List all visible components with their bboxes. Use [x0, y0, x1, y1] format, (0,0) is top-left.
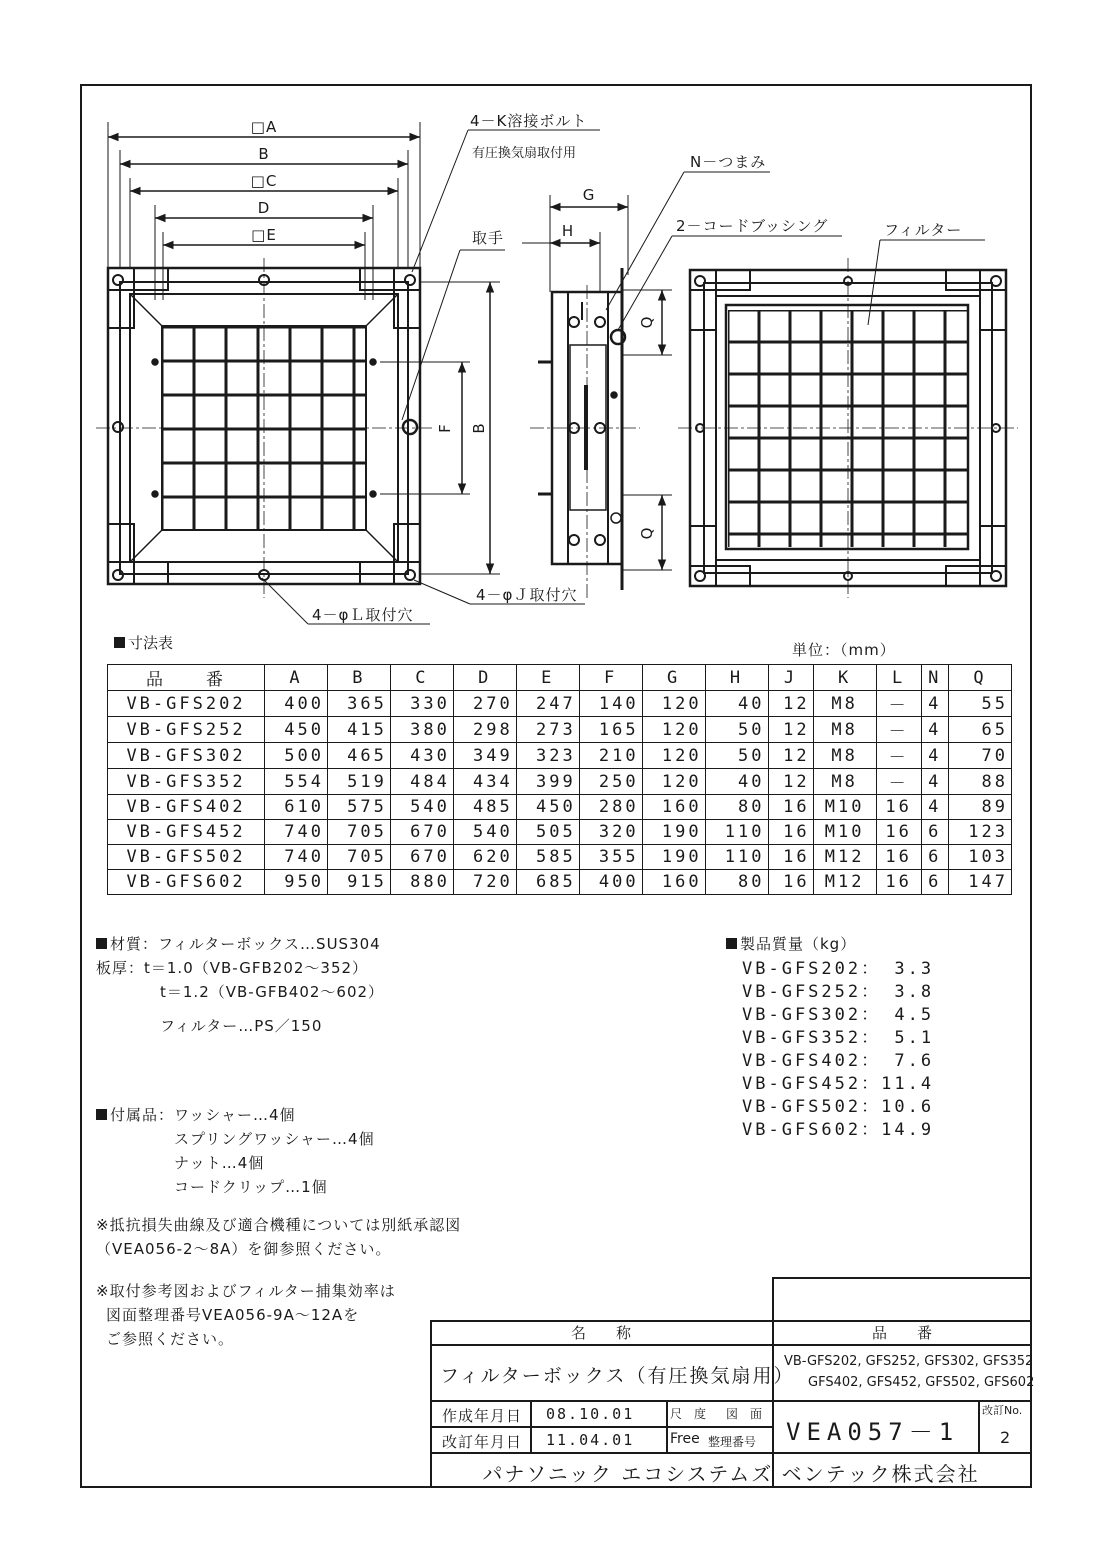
- weight-item: VB-GFS202： 3.3: [742, 959, 935, 979]
- value-cell: 250: [579, 769, 642, 795]
- value-cell: 12: [768, 691, 813, 717]
- column-header: F: [579, 665, 642, 691]
- filter-label: フィルター: [884, 221, 963, 239]
- value-cell: －: [876, 743, 921, 769]
- value-cell: 6: [921, 820, 948, 845]
- hole-j-label: 4－φＪ取付穴: [476, 586, 578, 604]
- value-cell: 16: [768, 845, 813, 870]
- value-cell: M12: [813, 870, 876, 895]
- value-cell: 4: [921, 717, 948, 743]
- value-cell: 16: [876, 870, 921, 895]
- value-cell: 4: [921, 743, 948, 769]
- reference-note-2b: 図面整理番号VEA056-9A～12Aを: [106, 1306, 360, 1324]
- value-cell: 210: [579, 743, 642, 769]
- section-marker-icon: [96, 1109, 107, 1120]
- dim-f-label: F: [436, 423, 454, 433]
- dim-q-top-label: Q: [638, 315, 656, 329]
- value-cell: 500: [265, 743, 328, 769]
- column-header: 品 番: [108, 665, 265, 691]
- model-cell: VB-GFS602: [108, 870, 265, 895]
- value-cell: 585: [516, 845, 579, 870]
- section-marker-icon: [114, 637, 125, 648]
- value-cell: 190: [642, 845, 705, 870]
- value-cell: 400: [579, 870, 642, 895]
- value-cell: 12: [768, 769, 813, 795]
- weight-item: VB-GFS302： 4.5: [742, 1005, 935, 1025]
- column-header: Q: [948, 665, 1011, 691]
- bushing-label: 2－コードブッシング: [676, 217, 829, 235]
- value-cell: 450: [516, 795, 579, 820]
- technical-drawing: [0, 0, 1100, 660]
- value-cell: 575: [327, 795, 390, 820]
- value-cell: 270: [453, 691, 516, 717]
- value-cell: 273: [516, 717, 579, 743]
- value-cell: 434: [453, 769, 516, 795]
- model-cell: VB-GFS252: [108, 717, 265, 743]
- table-row: [108, 845, 1012, 870]
- value-cell: 160: [642, 795, 705, 820]
- value-cell: 670: [390, 820, 453, 845]
- scale-value: Free: [670, 1431, 700, 1447]
- value-cell: 190: [642, 820, 705, 845]
- dimension-table: [107, 664, 1012, 895]
- column-header: C: [390, 665, 453, 691]
- column-header: L: [876, 665, 921, 691]
- scale-label: 尺 度: [670, 1407, 707, 1421]
- table-row: [108, 743, 1012, 769]
- bolt-sub-label: 有圧換気扇取付用: [472, 146, 577, 161]
- value-cell: 50: [705, 717, 768, 743]
- value-cell: M10: [813, 820, 876, 845]
- column-header: D: [453, 665, 516, 691]
- table-row: [108, 717, 1012, 743]
- bolt-label: 4－K溶接ボルト: [470, 112, 588, 130]
- table-row: [108, 820, 1012, 845]
- value-cell: 705: [327, 820, 390, 845]
- value-cell: 103: [948, 845, 1011, 870]
- value-cell: 720: [453, 870, 516, 895]
- value-cell: 88: [948, 769, 1011, 795]
- value-cell: 450: [265, 717, 328, 743]
- value-cell: 519: [327, 769, 390, 795]
- value-cell: 16: [876, 845, 921, 870]
- column-header: H: [705, 665, 768, 691]
- value-cell: 670: [390, 845, 453, 870]
- material-note: 材質：フィルターボックス…SUS304: [96, 932, 381, 956]
- dimension-table-title: 寸法表: [114, 632, 173, 653]
- value-cell: 950: [265, 870, 328, 895]
- weight-item: VB-GFS452：11.4: [742, 1074, 935, 1094]
- section-marker-icon: [96, 938, 107, 949]
- value-cell: 50: [705, 743, 768, 769]
- value-cell: 540: [390, 795, 453, 820]
- value-cell: 70: [948, 743, 1011, 769]
- value-cell: M8: [813, 769, 876, 795]
- material-thickness-1: 板厚：t＝1.0（VB-GFB202～352）: [96, 959, 369, 977]
- dim-a-label: □A: [250, 118, 278, 136]
- reference-note-1b: （VEA056-2～8A）を御参照ください。: [96, 1240, 392, 1258]
- part-numbers-line1: VB-GFS202, GFS252, GFS302, GFS352: [784, 1354, 1034, 1369]
- created-label: 作成年月日: [442, 1407, 523, 1425]
- table-row: [108, 769, 1012, 795]
- revised-date: 11.04.01: [546, 1431, 635, 1449]
- value-cell: 123: [948, 820, 1011, 845]
- value-cell: 430: [390, 743, 453, 769]
- value-cell: 298: [453, 717, 516, 743]
- accessories-note: 付属品：ワッシャー…4個: [96, 1103, 296, 1127]
- value-cell: 685: [516, 870, 579, 895]
- value-cell: 554: [265, 769, 328, 795]
- model-cell: VB-GFS302: [108, 743, 265, 769]
- revised-label: 改訂年月日: [442, 1433, 523, 1451]
- value-cell: 330: [390, 691, 453, 717]
- value-cell: 12: [768, 717, 813, 743]
- value-cell: 55: [948, 691, 1011, 717]
- accessory-spring-washer: スプリングワッシャー…4個: [174, 1130, 375, 1148]
- value-cell: 120: [642, 717, 705, 743]
- value-cell: 165: [579, 717, 642, 743]
- value-cell: 280: [579, 795, 642, 820]
- value-cell: 110: [705, 845, 768, 870]
- value-cell: 705: [327, 845, 390, 870]
- reference-note-2c: ご参照ください。: [106, 1330, 235, 1348]
- company-name: パナソニック エコシステムズ ベンテック株式会社: [482, 1462, 980, 1486]
- value-cell: 80: [705, 870, 768, 895]
- value-cell: 65: [948, 717, 1011, 743]
- drawing-number: VEA057－1: [786, 1418, 960, 1446]
- part-numbers-line2: GFS402, GFS452, GFS502, GFS602: [808, 1375, 1035, 1390]
- reference-note-2: ※取付参考図およびフィルター捕集効率は: [96, 1282, 396, 1300]
- weight-item: VB-GFS502：10.6: [742, 1097, 935, 1117]
- dim-q-bottom-label: Q: [638, 526, 656, 540]
- value-cell: －: [876, 691, 921, 717]
- handle-label: 取手: [472, 229, 505, 247]
- value-cell: M10: [813, 795, 876, 820]
- weights-list: [742, 958, 934, 1142]
- column-header: J: [768, 665, 813, 691]
- value-cell: 16: [876, 820, 921, 845]
- value-cell: 4: [921, 691, 948, 717]
- material-filter: フィルター…PS／150: [160, 1017, 323, 1035]
- model-cell: VB-GFS402: [108, 795, 265, 820]
- value-cell: 6: [921, 845, 948, 870]
- dim-h-label: H: [561, 222, 575, 240]
- section-marker-icon: [726, 938, 737, 949]
- table-row: [108, 870, 1012, 895]
- model-cell: VB-GFS502: [108, 845, 265, 870]
- value-cell: 16: [768, 795, 813, 820]
- value-cell: 40: [705, 691, 768, 717]
- value-cell: 16: [768, 820, 813, 845]
- value-cell: 740: [265, 845, 328, 870]
- value-cell: 365: [327, 691, 390, 717]
- column-header: A: [265, 665, 328, 691]
- part-header: 品 番: [871, 1324, 932, 1342]
- number-label: 整理番号: [708, 1435, 757, 1449]
- column-header: N: [921, 665, 948, 691]
- unit-label: 単位：（mm）: [792, 641, 896, 659]
- material-thickness-2: t＝1.2（VB-GFB402～602）: [160, 983, 385, 1001]
- knob-label: N－つまみ: [690, 153, 767, 171]
- value-cell: 505: [516, 820, 579, 845]
- value-cell: 399: [516, 769, 579, 795]
- value-cell: 349: [453, 743, 516, 769]
- rear-view: [678, 240, 1018, 598]
- weight-item: VB-GFS602：14.9: [742, 1120, 935, 1140]
- value-cell: 540: [453, 820, 516, 845]
- value-cell: 40: [705, 769, 768, 795]
- model-cell: VB-GFS452: [108, 820, 265, 845]
- value-cell: 120: [642, 769, 705, 795]
- hole-l-label: 4－φＬ取付穴: [312, 606, 414, 624]
- value-cell: 415: [327, 717, 390, 743]
- value-cell: 4: [921, 769, 948, 795]
- value-cell: －: [876, 717, 921, 743]
- dim-e-label: □E: [251, 226, 277, 244]
- model-cell: VB-GFS202: [108, 691, 265, 717]
- value-cell: 89: [948, 795, 1011, 820]
- value-cell: 120: [642, 691, 705, 717]
- value-cell: 16: [876, 795, 921, 820]
- value-cell: 16: [768, 870, 813, 895]
- value-cell: 160: [642, 870, 705, 895]
- weights-title: 製品質量（kg）: [726, 932, 856, 956]
- table-header-row: [108, 665, 1012, 691]
- value-cell: 320: [579, 820, 642, 845]
- value-cell: －: [876, 769, 921, 795]
- accessory-cord-clip: コードクリップ…1個: [174, 1178, 328, 1196]
- value-cell: 380: [390, 717, 453, 743]
- value-cell: M8: [813, 743, 876, 769]
- value-cell: M12: [813, 845, 876, 870]
- value-cell: 740: [265, 820, 328, 845]
- value-cell: 147: [948, 870, 1011, 895]
- value-cell: 80: [705, 795, 768, 820]
- value-cell: 880: [390, 870, 453, 895]
- value-cell: 355: [579, 845, 642, 870]
- value-cell: 120: [642, 743, 705, 769]
- value-cell: 915: [327, 870, 390, 895]
- value-cell: 6: [921, 870, 948, 895]
- accessory-nut: ナット…4個: [174, 1154, 265, 1172]
- column-header: B: [327, 665, 390, 691]
- dim-g-label: G: [582, 186, 596, 204]
- drawing-label: 図 面: [726, 1407, 763, 1421]
- value-cell: M8: [813, 691, 876, 717]
- column-header: K: [813, 665, 876, 691]
- value-cell: 610: [265, 795, 328, 820]
- weight-item: VB-GFS252： 3.8: [742, 982, 935, 1002]
- front-view: [96, 122, 600, 624]
- revision-label: 改訂No.: [982, 1404, 1023, 1417]
- value-cell: 247: [516, 691, 579, 717]
- revision-number: 2: [1000, 1428, 1011, 1447]
- dim-b-side-label: B: [470, 422, 488, 434]
- dim-b-label: B: [258, 145, 270, 163]
- value-cell: 400: [265, 691, 328, 717]
- dim-c-label: □C: [250, 172, 278, 190]
- value-cell: 323: [516, 743, 579, 769]
- created-date: 08.10.01: [546, 1405, 635, 1423]
- table-row: [108, 691, 1012, 717]
- name-header: 名 称: [570, 1324, 631, 1342]
- value-cell: 4: [921, 795, 948, 820]
- value-cell: 12: [768, 743, 813, 769]
- table-row: [108, 795, 1012, 820]
- dim-d-label: D: [257, 199, 271, 217]
- value-cell: 485: [453, 795, 516, 820]
- reference-note-1: ※抵抗損失曲線及び適合機種については別紙承認図: [96, 1216, 462, 1234]
- value-cell: 140: [579, 691, 642, 717]
- column-header: E: [516, 665, 579, 691]
- weight-item: VB-GFS352： 5.1: [742, 1028, 935, 1048]
- weight-item: VB-GFS402： 7.6: [742, 1051, 935, 1071]
- column-header: G: [642, 665, 705, 691]
- value-cell: 465: [327, 743, 390, 769]
- value-cell: 484: [390, 769, 453, 795]
- value-cell: 110: [705, 820, 768, 845]
- product-name: フィルターボックス（有圧換気扇用）: [440, 1365, 795, 1387]
- model-cell: VB-GFS352: [108, 769, 265, 795]
- value-cell: M8: [813, 717, 876, 743]
- value-cell: 620: [453, 845, 516, 870]
